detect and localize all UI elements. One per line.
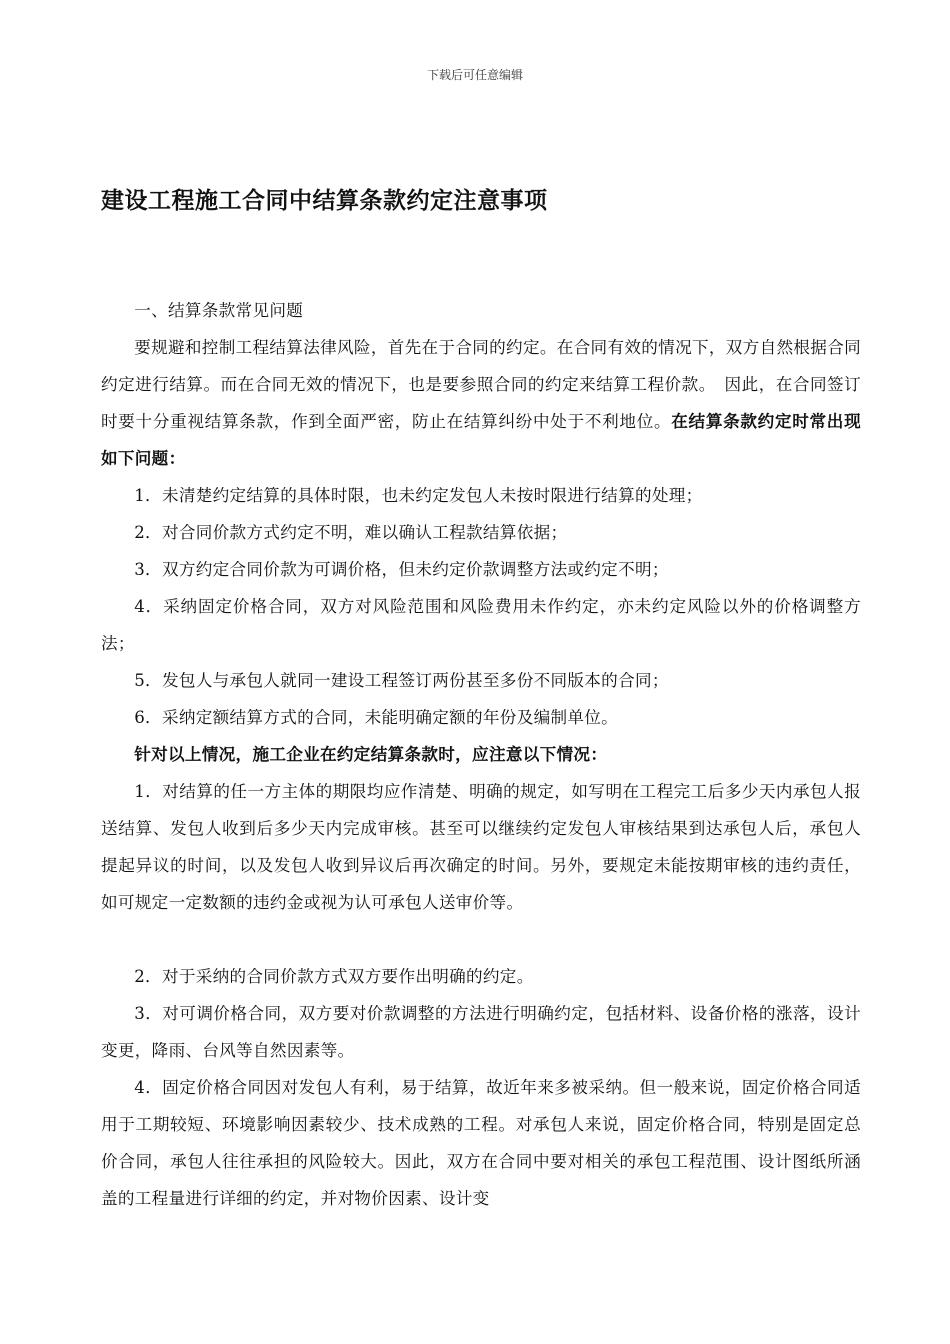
problem-item-2: 2．对合同价款方式约定不明，难以确认工程款结算依据；	[134, 523, 568, 542]
problem-item-3: 3．双方约定合同价款为可调价格，但未约定价款调整方法或约定不明；	[134, 560, 669, 579]
intro-bold-text: 在结算条款约定时常出现如下问题：	[101, 411, 861, 468]
advice-item-1: 1．对结算的任一方主体的期限均应作清楚、明确的规定，如写明在工程完工后多少天内承包人报送结算、发包人收到后多少天内完成审核。甚至可以继续约定发包人审核结果到达承包人后，承包人提起异议的时间，以及发包人收到异议后再次确定的时间。另外，要规定未能按期审核的违约责任，如可规定一定数额的违约金或视为认可承包人送审价等。	[101, 782, 861, 912]
advice-item-3: 3．对可调价格合同，双方要对价款调整的方法进行明确约定，包括材料、设备价格的涨落，设计变更，降雨、台风等自然因素等。	[101, 1004, 861, 1060]
intro-text: 要规避和控制工程结算法律风险，首先在于合同的约定。在合同有效的情况下，双方自然根据合同约定进行结算。而在合同无效的情况下，也是要参照合同的约定来结算工程价款。 因此，在合同签订时要十分重视结算条款，作到全面严密，防止在结算纠纷中处于不利地位。	[101, 338, 861, 431]
document-body	[101, 292, 861, 1217]
problem-item-5: 5．发包人与承包人就同一建设工程签订两份甚至多份不同版本的合同；	[134, 671, 669, 690]
advice-heading: 针对以上情况，施工企业在约定结算条款时，应注意以下情况：	[134, 744, 608, 764]
document-title: 建设工程施工合同中结算条款约定注意事项	[101, 187, 548, 214]
problem-item-4: 4．采纳固定价格合同，双方对风险范围和风险费用未作约定，亦未约定风险以外的价格调整方法；	[101, 597, 861, 653]
problem-item-6: 6．采纳定额结算方式的合同，未能明确定额的年份及编制单位。	[134, 708, 619, 727]
page-header: 下载后可任意编辑	[426, 68, 523, 82]
paragraph-intro	[101, 329, 861, 477]
section-heading: 一、结算条款常见问题	[134, 301, 304, 320]
advice-item-2: 2．对于采纳的合同价款方式双方要作出明确的约定。	[134, 967, 534, 986]
advice-item-4: 4．固定价格合同因对发包人有利，易于结算，故近年来多被采纳。但一般来说，固定价格合同适用于工期较短、环境影响因素较少、技术成熟的工程。对承包人来说，固定价格合同，特别是固定总价合同，承包人往往承担的风险较大。因此，双方在合同中要对相关的承包工程范围、设计图纸所涵盖的工程量进行详细的约定，并对物价因素、设计变	[101, 1078, 861, 1208]
problem-item-1: 1．未清楚约定结算的具体时限，也未约定发包人未按时限进行结算的处理；	[134, 486, 703, 505]
